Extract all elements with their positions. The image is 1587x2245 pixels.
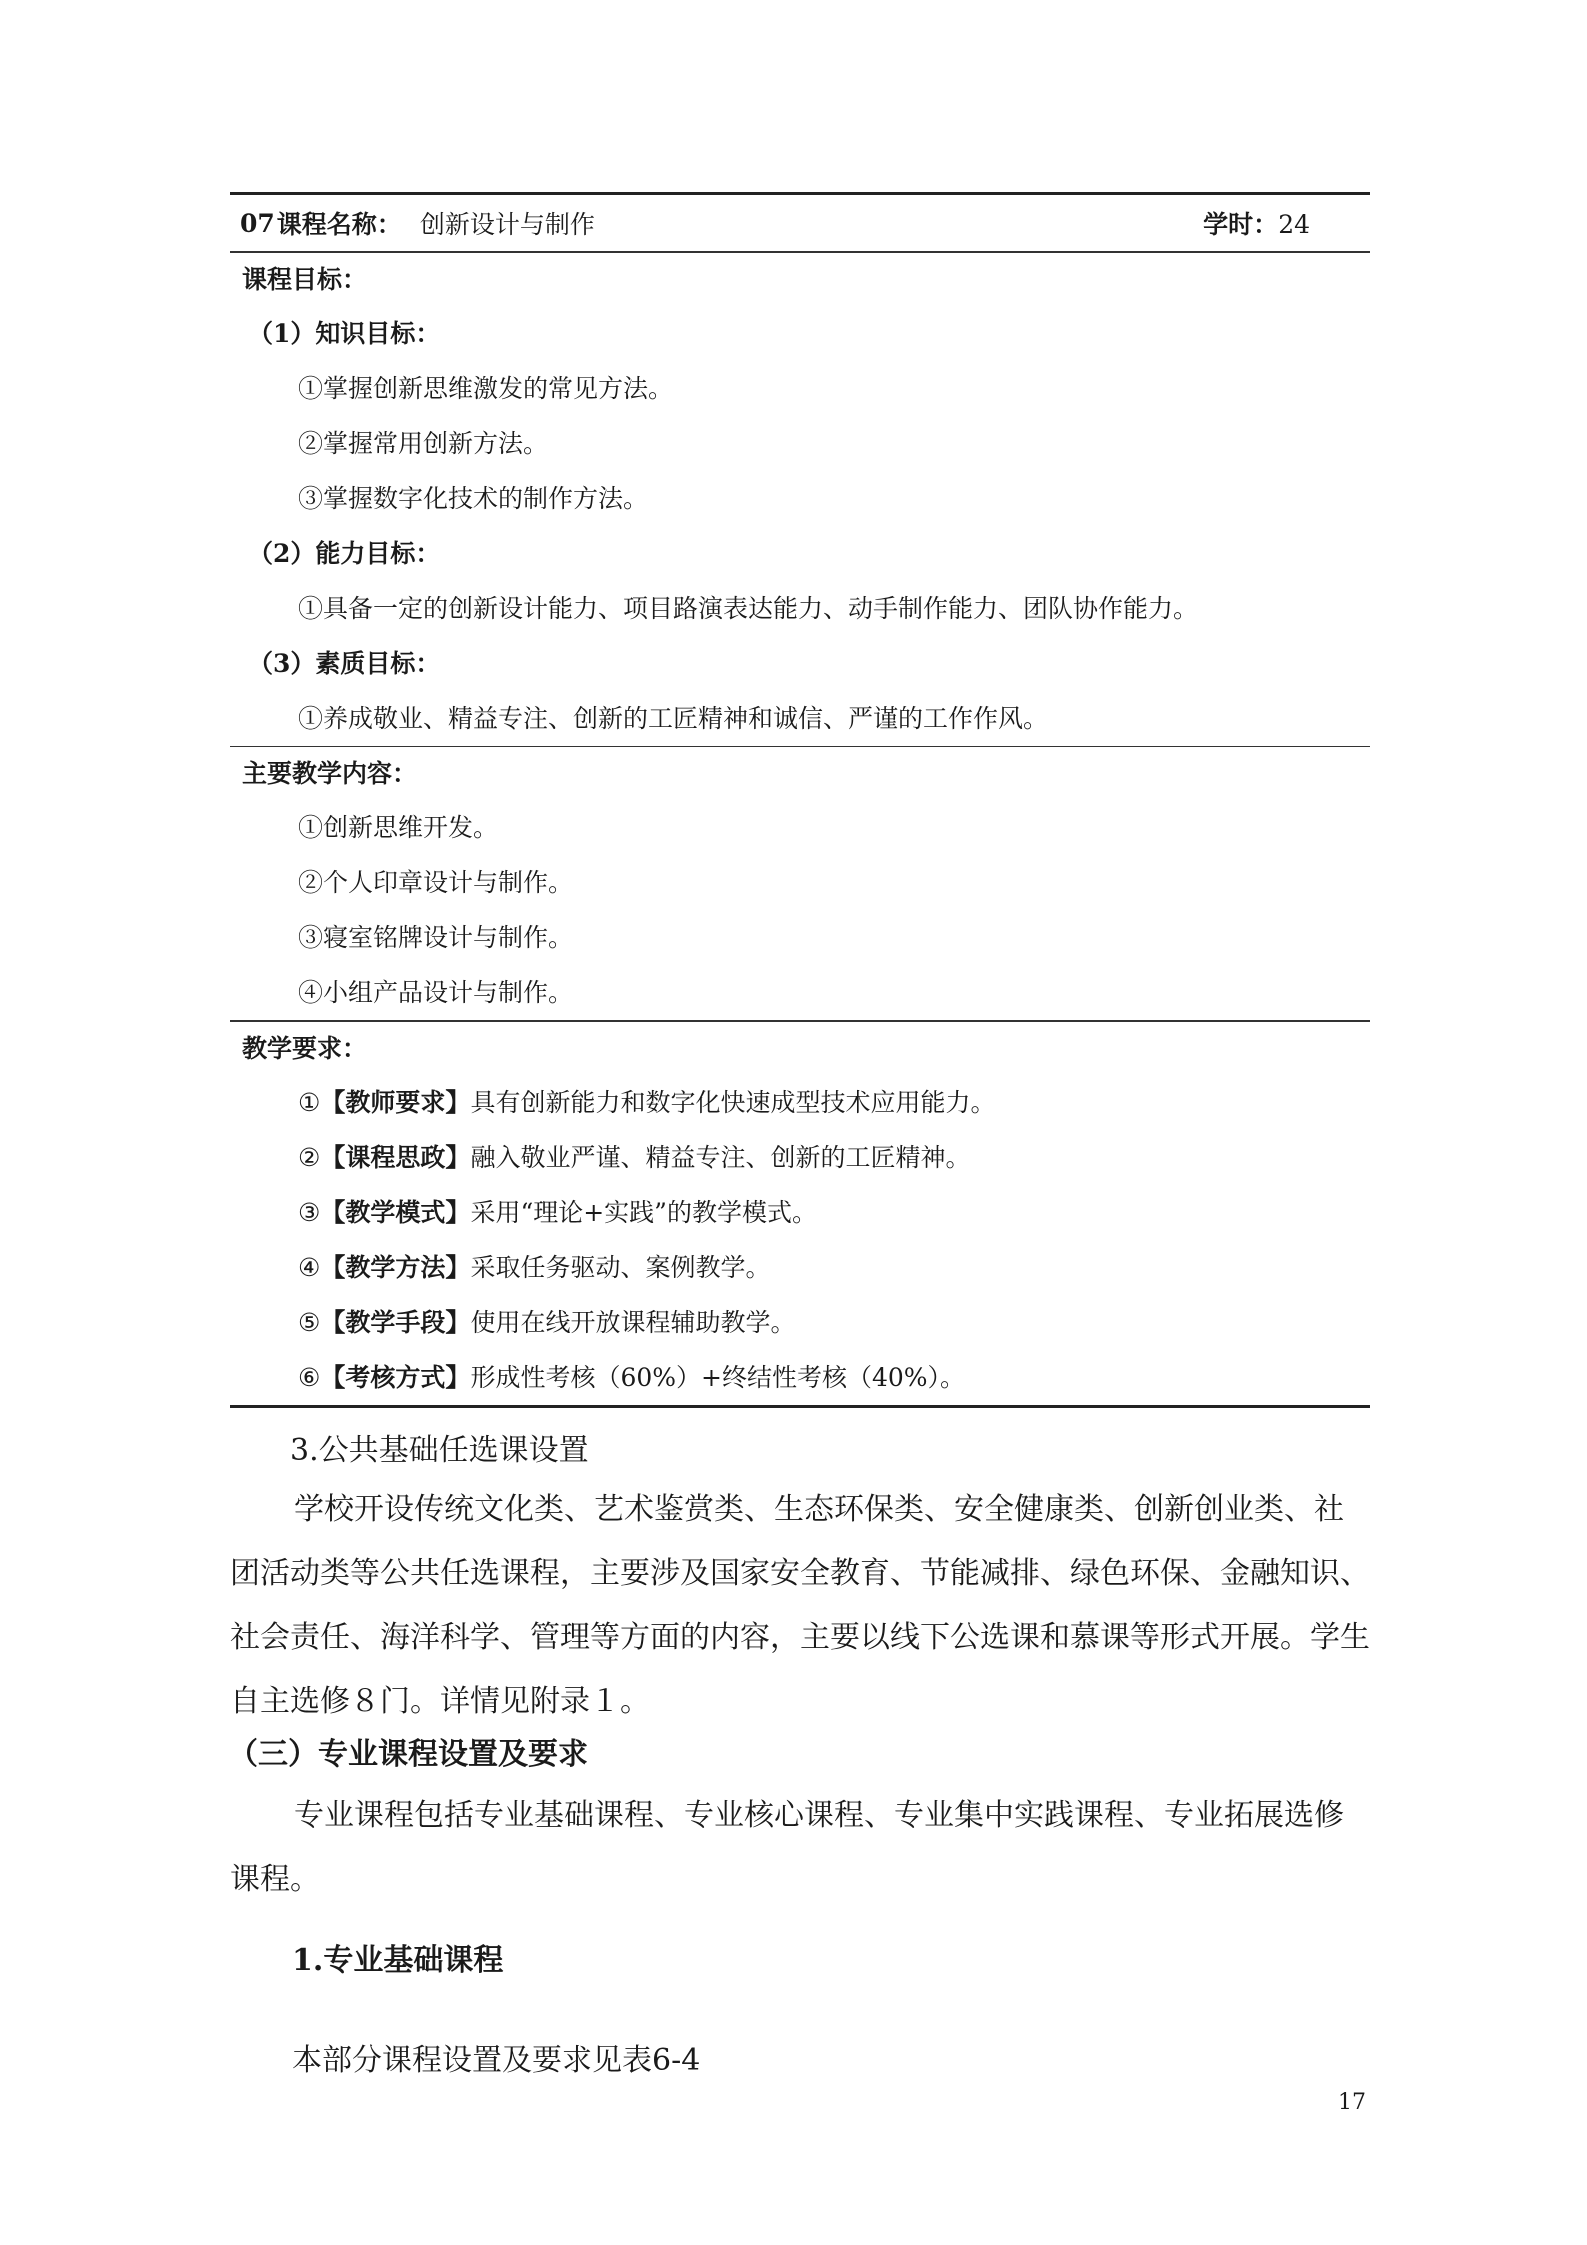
course-header-row — [230, 195, 1370, 251]
objectives-title: 课程目标： — [242, 264, 368, 294]
list-item: ①具备一定的创新设计能力、项目路演表达能力、动手制作能力、团队协作能力。 — [298, 593, 1199, 623]
requirements-title: 教学要求： — [242, 1033, 368, 1063]
requirement-text: 形成性考核（60%）+终结性考核（40%）。 — [470, 1362, 966, 1392]
requirement-tag: 【考核方式】 — [320, 1362, 471, 1392]
list-item: ①创新思维开发。 — [298, 813, 499, 842]
requirement-item — [230, 1240, 1370, 1295]
subsection-heading: 1.专业基础课程 — [292, 1943, 504, 1978]
list-item: ③寝室铭牌设计与制作。 — [298, 923, 574, 952]
requirement-tag: 【教学方法】 — [320, 1252, 471, 1282]
knowledge-objectives-title: （1）知识目标： — [248, 318, 441, 348]
requirement-text: 采取任务驱动、案例教学。 — [470, 1252, 771, 1282]
list-item: ②掌握常用创新方法。 — [298, 428, 549, 458]
list-item: ④小组产品设计与制作。 — [298, 978, 574, 1007]
requirement-number: ③ — [298, 1197, 321, 1227]
ability-objectives-title: （2）能力目标： — [248, 538, 441, 568]
list-item: ③掌握数字化技术的制作方法。 — [298, 483, 649, 513]
requirement-text: 采用“理论+实践”的教学模式。 — [470, 1197, 817, 1227]
course-name-label: 课程名称： — [276, 210, 402, 239]
content-title: 主要教学内容： — [242, 759, 418, 788]
requirement-number: ② — [298, 1142, 321, 1172]
requirement-tag: 【教学手段】 — [320, 1307, 471, 1337]
course-table — [230, 192, 1370, 1408]
course-name: 创新设计与制作 — [419, 210, 595, 239]
body-paragraph: 学校开设传统文化类、艺术鉴赏类、生态环保类、安全健康类、创新创业类、社团活动类等公共任选课程，主要涉及国家安全教育、节能减排、绿色环保、金融知识、社会责任、海洋科学、管理等方面的内容，主要以线下公选课和慕课等形式开展。学生自主选修８门。详情见附录１。 — [230, 1492, 1370, 1719]
page-number: 17 — [1338, 2090, 1366, 2115]
requirement-text: 融入敬业严谨、精益专注、创新的工匠精神。 — [470, 1142, 971, 1172]
quality-objectives-title: （3）素质目标： — [248, 648, 441, 678]
requirement-item — [230, 1350, 1370, 1405]
list-item: ②个人印章设计与制作。 — [298, 868, 574, 897]
requirement-number: ④ — [298, 1252, 321, 1282]
requirement-number: ① — [298, 1087, 321, 1117]
requirement-number: ⑤ — [298, 1307, 321, 1337]
requirement-tag: 【教师要求】 — [320, 1087, 471, 1117]
requirement-item — [230, 1075, 1370, 1130]
requirement-tag: 【教学模式】 — [320, 1197, 471, 1227]
section-heading: 3.公共基础任选课设置 — [290, 1433, 589, 1468]
course-hours — [1203, 205, 1310, 241]
requirement-text: 具有创新能力和数字化快速成型技术应用能力。 — [470, 1087, 996, 1117]
section-heading: （三）专业课程设置及要求 — [228, 1737, 588, 1772]
requirement-item — [230, 1130, 1370, 1185]
requirement-item — [230, 1185, 1370, 1240]
requirement-tag: 【课程思政】 — [320, 1142, 471, 1172]
hours-value: 24 — [1278, 210, 1310, 239]
body-paragraph: 专业课程包括专业基础课程、专业核心课程、专业集中实践课程、专业拓展选修课程。 — [230, 1798, 1344, 1897]
list-item: ①掌握创新思维激发的常见方法。 — [298, 373, 674, 403]
list-item: ①养成敬业、精益专注、创新的工匠精神和诚信、严谨的工作作风。 — [298, 703, 1049, 733]
table-bottom-rule — [230, 1405, 1370, 1408]
requirement-item — [230, 1295, 1370, 1350]
requirement-text: 使用在线开放课程辅助教学。 — [470, 1307, 796, 1337]
requirement-number: ⑥ — [298, 1362, 321, 1392]
table-reference: 本部分课程设置及要求见表6-4 — [292, 2043, 701, 2078]
course-code: 07 — [240, 208, 275, 238]
hours-label: 学时： — [1203, 210, 1279, 239]
